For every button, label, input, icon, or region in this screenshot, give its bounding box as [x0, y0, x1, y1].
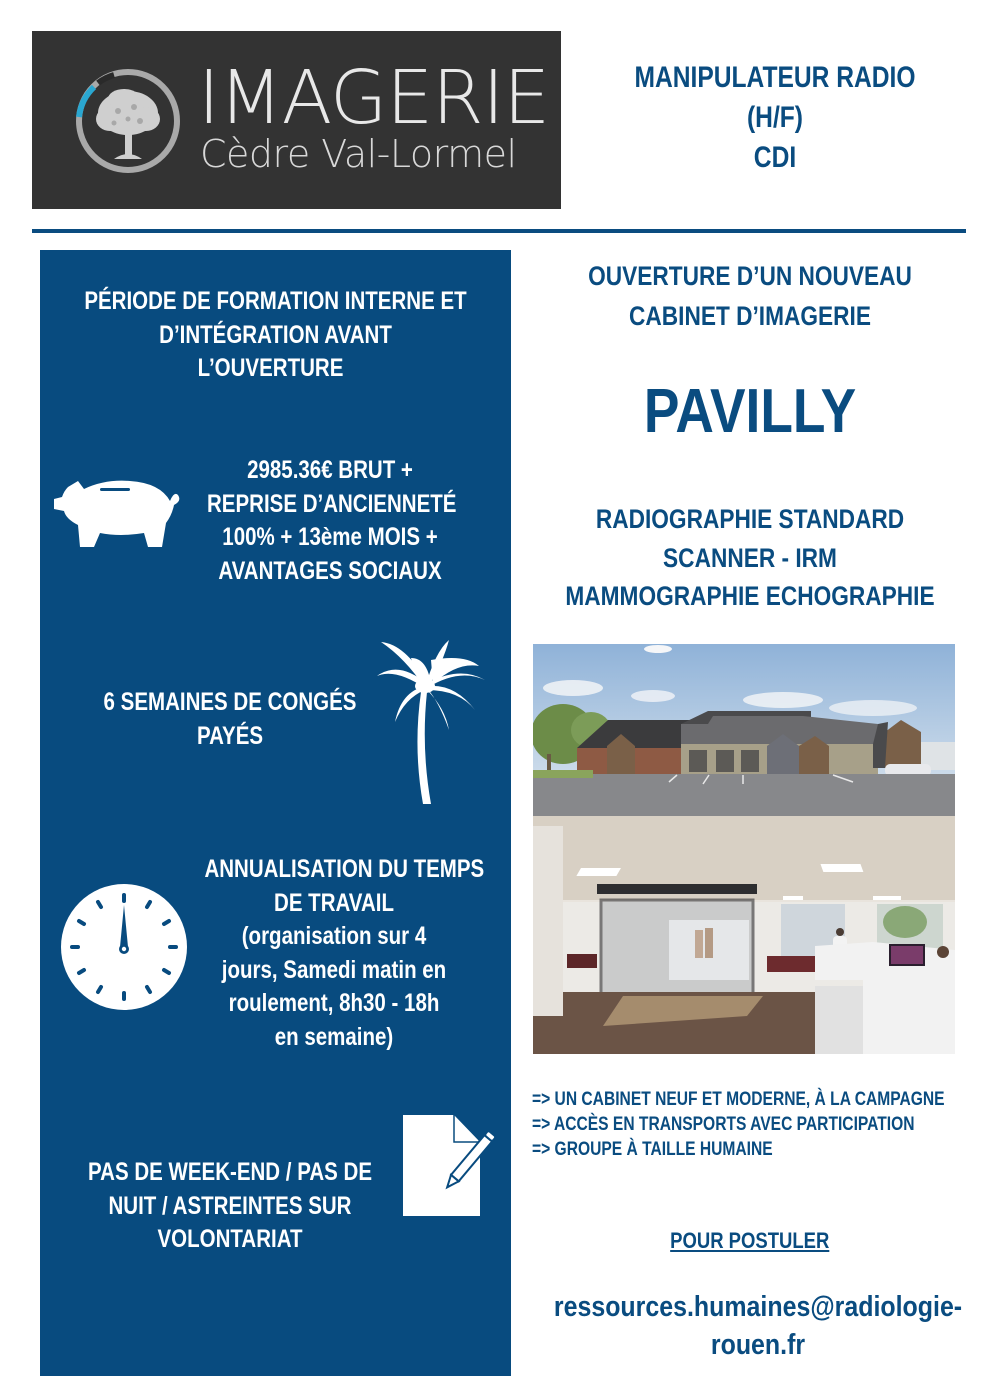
- text-line: 6 SEMAINES DE CONGÉS: [103, 688, 357, 716]
- logo-brand-text: IMAGERIE: [198, 55, 550, 141]
- training-period-text: [40, 285, 511, 386]
- highlights-list: [532, 1087, 992, 1162]
- text-line: (organisation sur 4: [241, 922, 427, 950]
- company-logo: [32, 31, 561, 209]
- text-line: PAYÉS: [196, 721, 264, 750]
- tree-in-circle-icon: [74, 67, 182, 175]
- modality-item: MAMMOGRAPHIE ECHOGRAPHIE: [565, 581, 935, 611]
- job-title-line: (H/F): [746, 101, 804, 134]
- text-line: REPRISE D’ANCIENNETÉ: [207, 489, 457, 518]
- highlight-item: => GROUPE À TAILLE HUMAINE: [532, 1138, 773, 1160]
- text-line: en semaine): [274, 1022, 394, 1051]
- opening-heading: [530, 256, 970, 336]
- modality-item: RADIOGRAPHIE STANDARD: [595, 504, 905, 534]
- text-line: roulement, 8h30 - 18h: [228, 989, 440, 1017]
- heading-line: CABINET D’IMAGERIE: [629, 301, 871, 331]
- logo-subtitle: Cèdre Val-Lormel: [200, 132, 517, 176]
- clock-icon: [60, 883, 188, 1011]
- salary-text: [180, 454, 480, 588]
- city-name: [530, 372, 970, 452]
- text-line: VOLONTARIAT: [157, 1225, 303, 1253]
- header-divider: [32, 229, 966, 233]
- text-line: 2985.36€ BRUT +: [247, 456, 413, 484]
- palm-tree-icon: [375, 638, 487, 808]
- modalities-list: [530, 500, 970, 616]
- work-schedule-text: [176, 853, 492, 1054]
- text-line: jours, Samedi matin en: [221, 955, 447, 984]
- text-line: PAS DE WEEK-END / PAS DE: [87, 1158, 373, 1186]
- apply-email-link[interactable]: [520, 1288, 994, 1364]
- text-line: ANNUALISATION DU TEMPS: [204, 855, 485, 883]
- no-weekend-text: [50, 1156, 410, 1257]
- text-line: AVANTAGES SOCIAUX: [218, 556, 442, 585]
- building-exterior-image: [533, 644, 955, 816]
- text-line: L’OUVERTURE: [197, 354, 344, 382]
- job-title-line: CDI: [753, 141, 797, 174]
- text-line: 100% + 13ème MOIS +: [222, 523, 438, 551]
- email-line[interactable]: ressources.humaines@radiologie-: [553, 1291, 963, 1323]
- modality-item: SCANNER - IRM: [663, 542, 837, 573]
- heading-line: OUVERTURE D’UN NOUVEAU: [588, 261, 912, 291]
- paid-leave-text: [50, 686, 410, 753]
- email-line[interactable]: rouen.fr: [710, 1329, 806, 1361]
- reception-interior-image: [533, 816, 955, 1054]
- job-title-line: MANIPULATEUR RADIO: [634, 61, 916, 94]
- text-line: NUIT / ASTREINTES SUR: [108, 1191, 352, 1220]
- text-line: D’INTÉGRATION AVANT: [159, 320, 392, 349]
- benefits-panel: [40, 250, 511, 1376]
- apply-label: POUR POSTULER: [670, 1228, 830, 1253]
- piggy-bank-icon: [50, 475, 182, 555]
- apply-heading: [530, 1226, 970, 1256]
- city-label: PAVILLY: [643, 377, 857, 446]
- document-pencil-icon: [402, 1114, 498, 1218]
- highlight-item: => UN CABINET NEUF ET MODERNE, À LA CAMPAGNE: [532, 1088, 945, 1110]
- highlight-item: => ACCÈS EN TRANSPORTS AVEC PARTICIPATION: [532, 1113, 915, 1135]
- text-line: PÉRIODE DE FORMATION INTERNE ET: [84, 287, 467, 315]
- text-line: DE TRAVAIL: [274, 888, 394, 917]
- job-title: [565, 58, 985, 178]
